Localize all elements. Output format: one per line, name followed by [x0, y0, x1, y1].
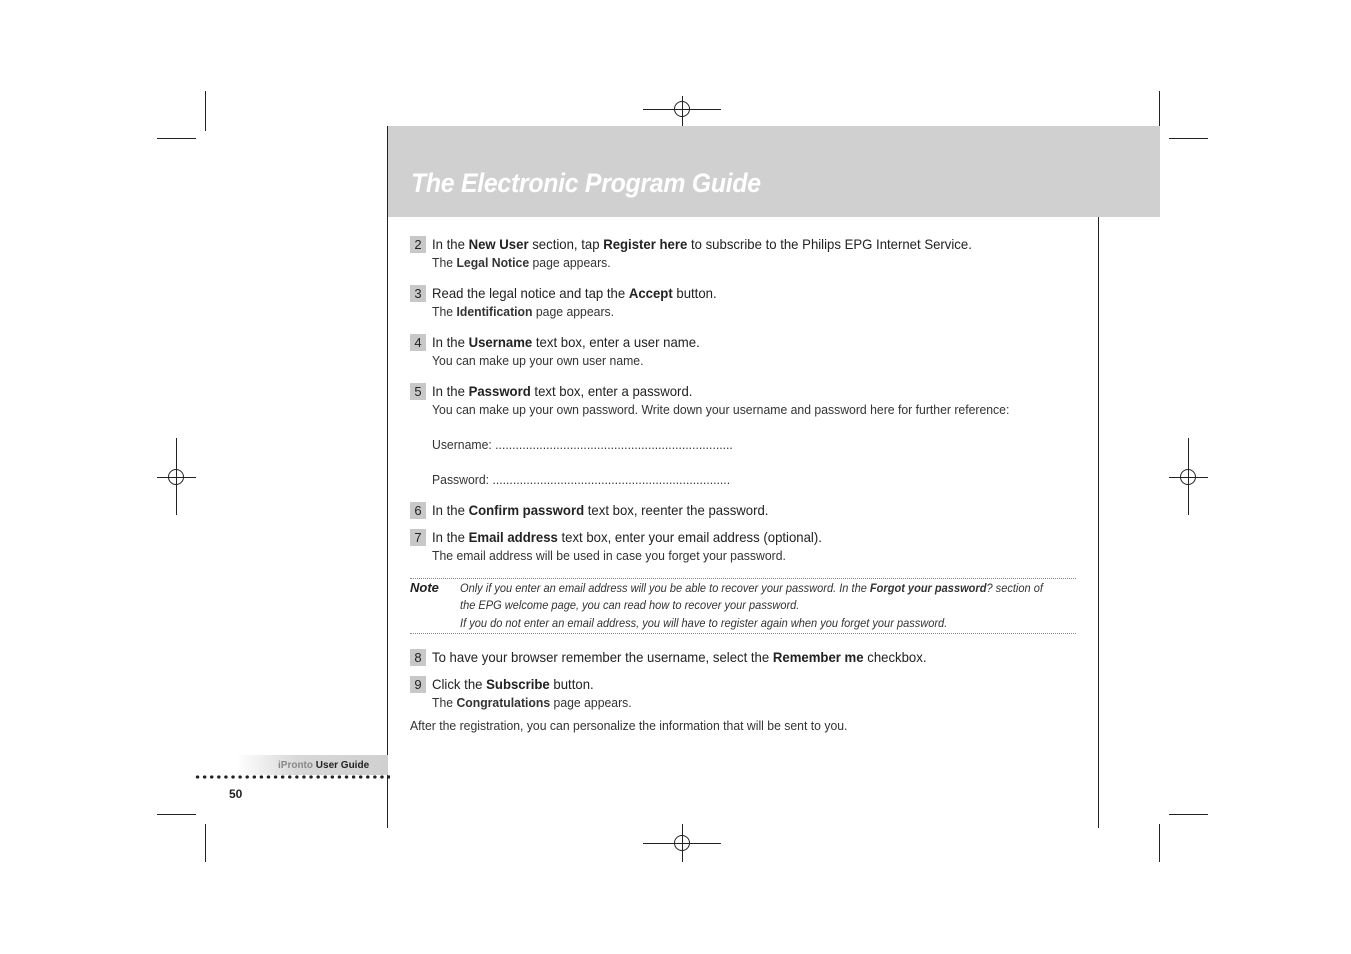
- step-number: 4: [410, 334, 426, 351]
- text-run: The: [432, 694, 457, 710]
- bold-term: Forgot your password: [869, 581, 987, 595]
- note-line-1: [460, 581, 1043, 595]
- text-run: Read the legal notice and tap the: [432, 285, 629, 301]
- text-run: checkbox.: [863, 649, 927, 665]
- step-result: [432, 303, 717, 321]
- step-number: 9: [410, 676, 426, 693]
- note-line-3: If you do not enter an email address, you will have to register again when you forget your password.: [460, 616, 948, 630]
- step-item: [410, 529, 847, 564]
- text-run: text box, enter your email address (optional).: [557, 529, 822, 545]
- text-run: In the: [432, 529, 469, 545]
- username-reference-line: Username: ......................................................................: [432, 437, 733, 452]
- step-item: [410, 383, 1046, 418]
- step-number: 8: [410, 649, 426, 666]
- footer-guide-title: [278, 760, 369, 771]
- page-number: 50: [229, 787, 243, 801]
- step-instruction: [432, 334, 700, 352]
- step-result: [432, 352, 700, 370]
- text-run: text box, enter a user name.: [532, 334, 700, 350]
- step-instruction: [432, 285, 717, 303]
- text-run: text box, enter a password.: [530, 383, 693, 399]
- step-instruction: [432, 649, 926, 667]
- footer-brand: iPronto: [278, 760, 313, 771]
- step-item: [410, 334, 717, 369]
- step-item: [410, 676, 644, 711]
- step-result: [432, 694, 632, 712]
- text-run: In the: [432, 502, 469, 518]
- text-run: page appears.: [550, 694, 632, 710]
- step-item: [410, 285, 735, 320]
- note-box: [410, 578, 1076, 634]
- footer-title: User Guide: [315, 760, 370, 771]
- note-label: Note: [410, 580, 439, 595]
- text-run: button.: [549, 676, 594, 692]
- page-title: The Electronic Program Guide: [411, 168, 761, 198]
- text-run: The: [432, 303, 457, 319]
- step-item: [410, 502, 790, 520]
- footer-dotted-rule: [194, 775, 390, 779]
- text-run: In the: [432, 236, 469, 252]
- bold-term: Remember me: [772, 649, 864, 665]
- text-run: Only if you enter an email address will you be able to recover your password. In the: [460, 581, 870, 595]
- text-run: In the: [432, 334, 469, 350]
- step-number: 5: [410, 383, 426, 400]
- step-instruction: [432, 529, 822, 547]
- step-instruction: [432, 383, 1009, 401]
- step-number: 7: [410, 529, 426, 546]
- step-result: [432, 254, 972, 272]
- note-line-2: the EPG welcome page, you can read how to recover your password.: [460, 598, 800, 612]
- text-run: section, tap: [528, 236, 604, 252]
- step-result: [432, 547, 822, 565]
- text-run: You can make up your own user name.: [432, 352, 644, 368]
- text-run: page appears.: [532, 303, 615, 319]
- bold-term: Register here: [603, 236, 688, 252]
- step-instruction: [432, 676, 632, 694]
- step-number: 2: [410, 236, 426, 253]
- step-number: 3: [410, 285, 426, 302]
- bold-term: Legal Notice: [456, 254, 530, 270]
- bold-term: Identification: [456, 303, 533, 319]
- bold-term: Username: [468, 334, 533, 350]
- step-result: [432, 401, 1009, 419]
- text-run: ? section of: [986, 581, 1043, 595]
- bold-term: Accept: [628, 285, 673, 301]
- step-item: [410, 649, 958, 667]
- text-run: Click the: [432, 676, 487, 692]
- bold-term: Subscribe: [486, 676, 550, 692]
- text-run: In the: [432, 383, 469, 399]
- text-run: text box, reenter the password.: [584, 502, 769, 518]
- bold-term: Email address: [468, 529, 558, 545]
- text-run: to subscribe to the Philips EPG Internet Service.: [687, 236, 972, 252]
- text-run: To have your browser remember the username, select the: [432, 649, 773, 665]
- step-instruction: [432, 502, 768, 520]
- bold-term: Password: [468, 383, 531, 399]
- text-run: The email address will be used in case you forget your password.: [432, 547, 786, 563]
- text-run: button.: [672, 285, 717, 301]
- text-run: The: [432, 254, 457, 270]
- bold-term: New User: [468, 236, 529, 252]
- step-number: 6: [410, 502, 426, 519]
- bold-term: Congratulations: [456, 694, 551, 710]
- closing-paragraph: After the registration, you can personalize the information that will be sent to you.: [410, 718, 848, 733]
- text-run: page appears.: [529, 254, 611, 270]
- password-reference-line: Password: ......................................................................: [432, 472, 731, 487]
- text-run: You can make up your own password. Write down your username and password here for further reference:: [432, 401, 1010, 417]
- step-item: [410, 236, 1006, 271]
- step-instruction: [432, 236, 972, 254]
- bold-term: Confirm password: [468, 502, 585, 518]
